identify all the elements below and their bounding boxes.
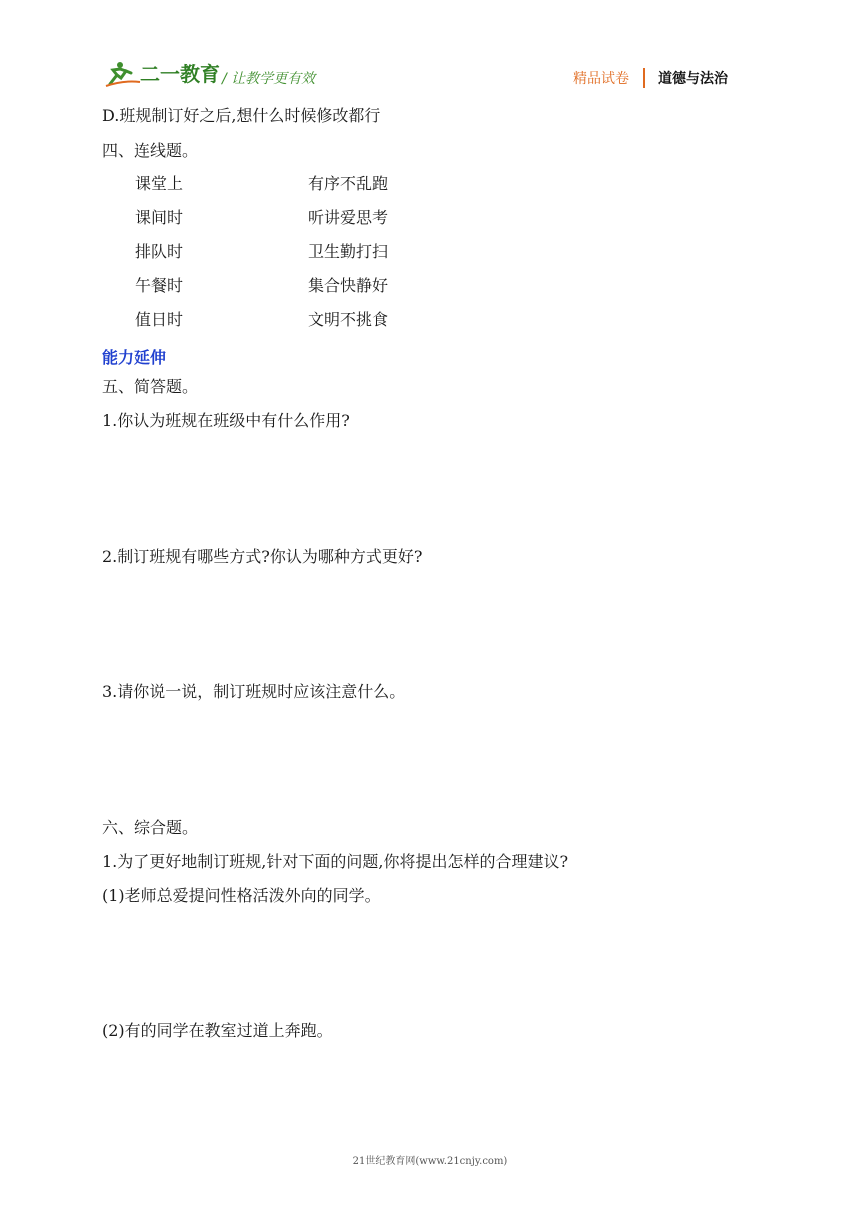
matching-left-item: 排队时 [135, 242, 184, 261]
q5-item-1: 1.你认为班规在班级中有什么作用? [102, 411, 350, 430]
q6-heading: 六、综合题。 [102, 818, 199, 837]
matching-right-item: 听讲爱思考 [308, 208, 389, 227]
runner-icon [106, 62, 140, 86]
header-divider [643, 68, 645, 88]
option-d: D.班规制订好之后,想什么时候修改都行 [102, 106, 381, 125]
q6-sub-2: (2)有的同学在教室过道上奔跑。 [102, 1021, 333, 1040]
q6-sub-1: (1)老师总爱提问性格活泼外向的同学。 [102, 886, 381, 905]
q6-item-1: 1.为了更好地制订班规,针对下面的问题,你将提出怎样的合理建议? [102, 852, 569, 871]
q5-heading: 五、简答题。 [102, 377, 199, 396]
q4-heading: 四、连线题。 [102, 141, 199, 160]
matching-left-item: 值日时 [135, 310, 184, 329]
q5-item-3: 3.请你说一说，制订班规时应该注意什么。 [102, 682, 406, 701]
matching-right-item: 卫生勤打扫 [308, 242, 389, 261]
brand-logo [104, 58, 220, 90]
matching-left-item: 午餐时 [135, 276, 184, 295]
matching-right-item: 集合快静好 [308, 276, 389, 295]
matching-left-item: 课堂上 [135, 174, 184, 193]
section-ability-heading: 能力延伸 [102, 348, 167, 367]
q5-item-2: 2.制订班规有哪些方式?你认为哪种方式更好? [102, 547, 423, 566]
matching-right-item: 有序不乱跑 [308, 174, 389, 193]
header-slogan: / 让教学更有效 [222, 71, 316, 87]
matching-right-item: 文明不挑食 [308, 310, 389, 329]
header-badge: 精品试卷 [573, 71, 629, 87]
logo-text: 二一教育 [140, 62, 220, 86]
page-footer: 21世纪教育网(www.21cnjy.com) [352, 1156, 508, 1167]
header-subject: 道德与法治 [658, 71, 728, 87]
matching-left-item: 课间时 [135, 208, 184, 227]
